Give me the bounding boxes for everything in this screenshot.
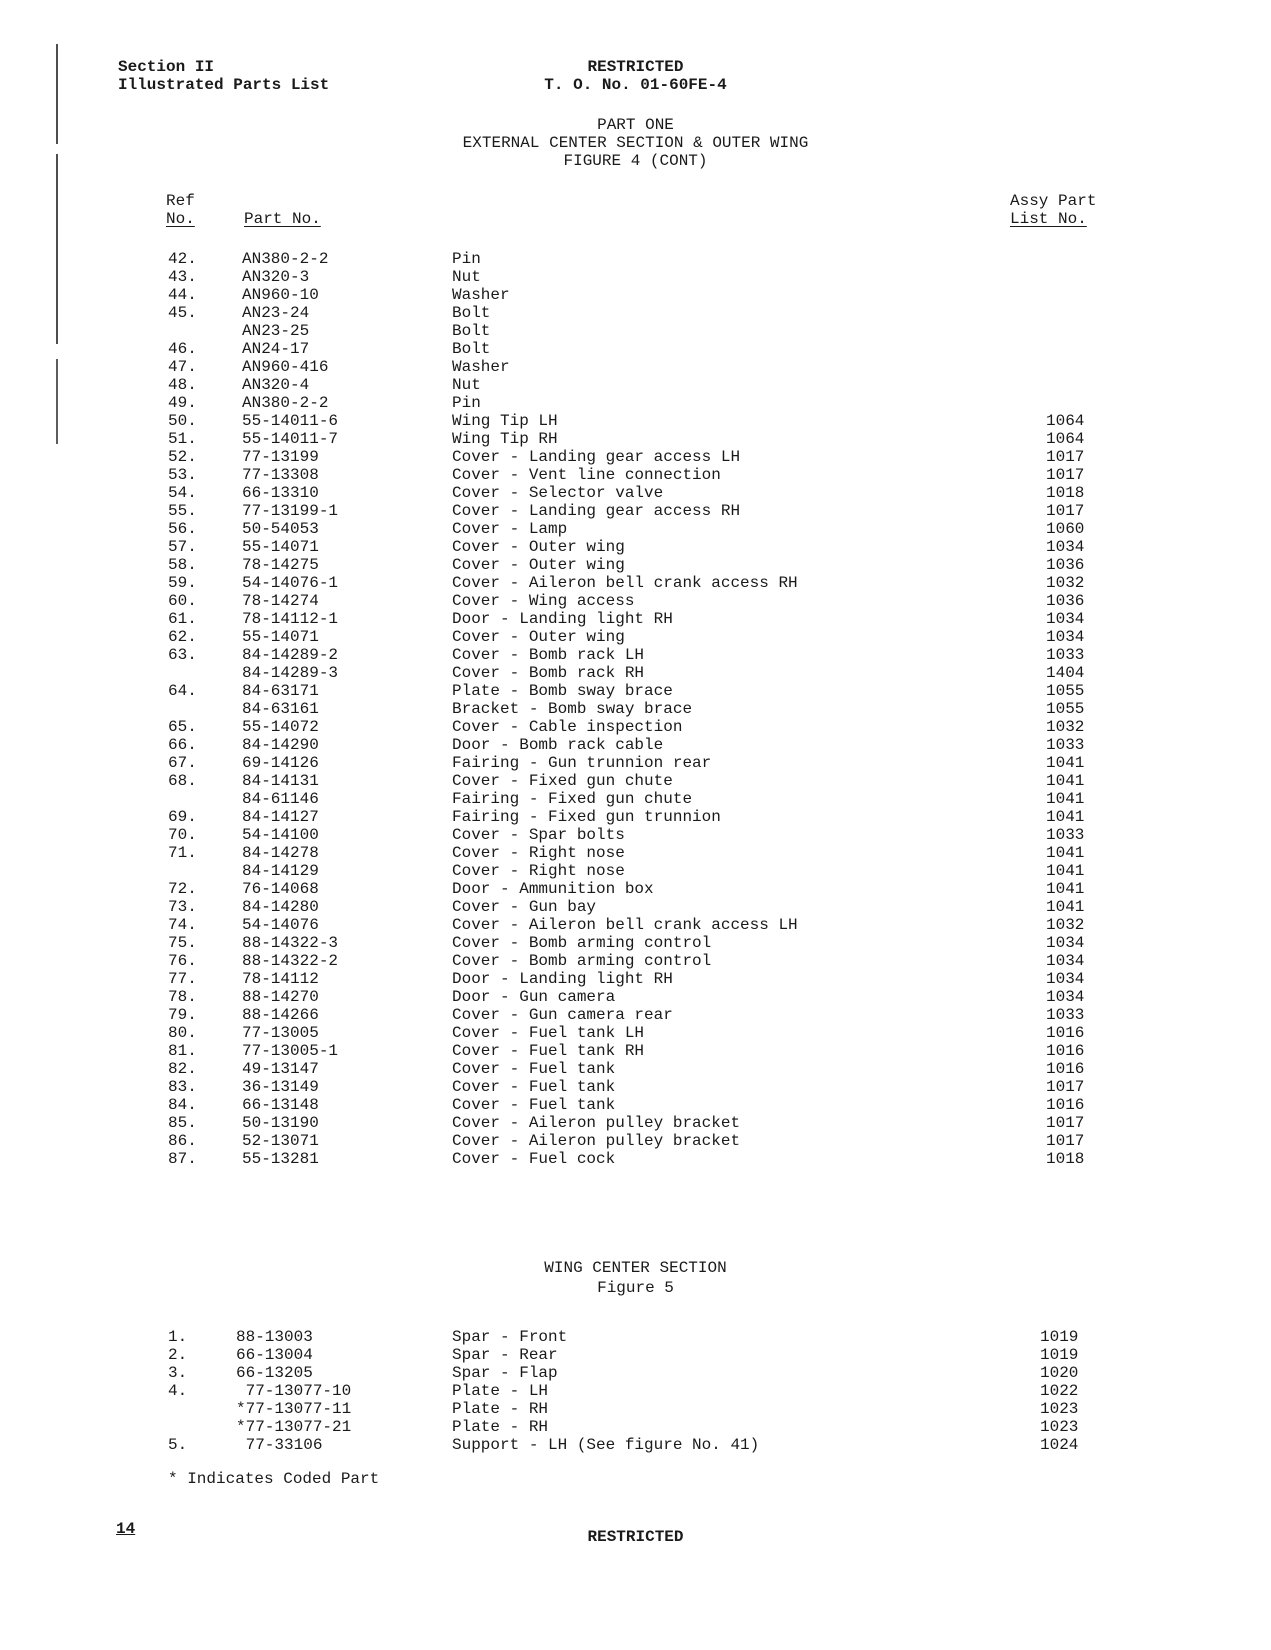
- table-row: [0, 1382, 1271, 1400]
- figure5-parts-table: [0, 1328, 1271, 1454]
- part-no: 77-13308: [242, 466, 319, 484]
- ref-no: 81.: [168, 1042, 197, 1060]
- part-no: 77-13005: [242, 1024, 319, 1042]
- part-no: 88-14322-2: [242, 952, 339, 970]
- description: Cover - Right nose: [452, 862, 625, 880]
- part-no: AN24-17: [242, 340, 310, 358]
- description: Cover - Bomb rack LH: [452, 646, 645, 664]
- description: Cover - Fuel tank RH: [452, 1042, 645, 1060]
- ref-no: 79.: [168, 1006, 197, 1024]
- part-no: 77-13005-1: [242, 1042, 339, 1060]
- classification-top: RESTRICTED: [587, 58, 684, 76]
- ref-header-line2: No.: [166, 210, 195, 228]
- part-no: 66-13004: [236, 1346, 313, 1364]
- assy-list-no: 1033: [1046, 826, 1085, 844]
- coded-part-note: * Indicates Coded Part: [168, 1470, 380, 1488]
- ref-no: 55.: [168, 502, 197, 520]
- part-no: 84-14289-3: [242, 664, 339, 682]
- table-row: [0, 754, 1271, 772]
- table-row: [0, 988, 1271, 1006]
- description: Cover - Fuel tank: [452, 1096, 616, 1114]
- table-row: [0, 952, 1271, 970]
- assy-list-no: 1017: [1046, 448, 1085, 466]
- assy-list-no: 1019: [1040, 1346, 1079, 1364]
- description: Cover - Fixed gun chute: [452, 772, 673, 790]
- ref-no: 48.: [168, 376, 197, 394]
- table-row: [0, 484, 1271, 502]
- description: Cover - Outer wing: [452, 538, 625, 556]
- part-no: 84-14290: [242, 736, 319, 754]
- description: Door - Landing light RH: [452, 610, 673, 628]
- table-row: [0, 826, 1271, 844]
- part-no: 84-14278: [242, 844, 319, 862]
- table-row: [0, 1436, 1271, 1454]
- description: Cover - Outer wing: [452, 628, 625, 646]
- assy-list-no: 1032: [1046, 718, 1085, 736]
- description: Cover - Right nose: [452, 844, 625, 862]
- ref-no: 70.: [168, 826, 197, 844]
- table-row: [0, 1114, 1271, 1132]
- description: Cover - Landing gear access LH: [452, 448, 741, 466]
- description: Cover - Cable inspection: [452, 718, 683, 736]
- ref-no: 78.: [168, 988, 197, 1006]
- part-no: 55-14011-7: [242, 430, 339, 448]
- section2-header: [0, 1258, 1271, 1298]
- description: Pin: [452, 394, 481, 412]
- description: Cover - Lamp: [452, 520, 568, 538]
- assy-list-no: 1055: [1046, 700, 1085, 718]
- ref-no: 3.: [168, 1364, 188, 1382]
- part-no: 78-14112: [242, 970, 319, 988]
- ref-no: 49.: [168, 394, 197, 412]
- assy-list-no: 1016: [1046, 1060, 1085, 1078]
- part-no: 52-13071: [242, 1132, 319, 1150]
- part-no: AN320-4: [242, 376, 310, 394]
- ref-no: 54.: [168, 484, 197, 502]
- assy-list-no: 1017: [1046, 1114, 1085, 1132]
- part-no: 78-14274: [242, 592, 319, 610]
- description: Plate - RH: [452, 1400, 549, 1418]
- table-row: [0, 430, 1271, 448]
- figure4-parts-table: [0, 250, 1271, 1168]
- table-row: [0, 1024, 1271, 1042]
- table-row: [0, 1132, 1271, 1150]
- table-row: [0, 862, 1271, 880]
- table-row: [0, 556, 1271, 574]
- description: Cover - Wing access: [452, 592, 635, 610]
- description: Wing Tip RH: [452, 430, 558, 448]
- ref-no: 2.: [168, 1346, 188, 1364]
- description: Fairing - Gun trunnion rear: [452, 754, 712, 772]
- description: Pin: [452, 250, 481, 268]
- assy-list-no: 1034: [1046, 538, 1085, 556]
- table-row: [0, 1078, 1271, 1096]
- part-no: 88-14322-3: [242, 934, 339, 952]
- part-no: 84-14127: [242, 808, 319, 826]
- description: Cover - Gun bay: [452, 898, 597, 916]
- table-row: [0, 898, 1271, 916]
- table-row: [0, 808, 1271, 826]
- assy-list-no: 1018: [1046, 484, 1085, 502]
- ref-no: 57.: [168, 538, 197, 556]
- assy-list-no: 1016: [1046, 1042, 1085, 1060]
- description: Cover - Fuel tank LH: [452, 1024, 645, 1042]
- section-label: Section II: [118, 58, 215, 76]
- assy-list-no: 1041: [1046, 880, 1085, 898]
- table-row: [0, 394, 1271, 412]
- assy-list-no: 1060: [1046, 520, 1085, 538]
- table-row: [0, 610, 1271, 628]
- description: Fairing - Fixed gun chute: [452, 790, 693, 808]
- ref-no: 82.: [168, 1060, 197, 1078]
- part-no: AN960-10: [242, 286, 319, 304]
- description: Door - Landing light RH: [452, 970, 673, 988]
- part-no: 84-14129: [242, 862, 319, 880]
- part-no: *77-13077-21: [236, 1418, 352, 1436]
- ref-no: 59.: [168, 574, 197, 592]
- ref-no: 50.: [168, 412, 197, 430]
- assy-list-no: 1016: [1046, 1024, 1085, 1042]
- part-no: 55-14072: [242, 718, 319, 736]
- part-no: 66-13205: [236, 1364, 313, 1382]
- classification-bottom: RESTRICTED: [587, 1528, 684, 1546]
- part-no: AN380-2-2: [242, 250, 329, 268]
- table-row: [0, 700, 1271, 718]
- part-no: 77-33106: [236, 1436, 323, 1454]
- part-no: 55-13281: [242, 1150, 319, 1168]
- part-no: 88-13003: [236, 1328, 313, 1346]
- assy-list-no: 1036: [1046, 592, 1085, 610]
- part-no: 78-14275: [242, 556, 319, 574]
- description: Cover - Vent line connection: [452, 466, 721, 484]
- table-row: [0, 934, 1271, 952]
- ref-no: 87.: [168, 1150, 197, 1168]
- part-no: AN23-25: [242, 322, 310, 340]
- part-no: 54-14100: [242, 826, 319, 844]
- ref-no: 68.: [168, 772, 197, 790]
- ref-no: 46.: [168, 340, 197, 358]
- ref-no: 42.: [168, 250, 197, 268]
- ref-no: 71.: [168, 844, 197, 862]
- ref-no: 53.: [168, 466, 197, 484]
- description: Cover - Fuel cock: [452, 1150, 616, 1168]
- ref-no: 58.: [168, 556, 197, 574]
- part-no: 54-14076-1: [242, 574, 339, 592]
- section2-title: WING CENTER SECTION: [544, 1259, 727, 1277]
- assy-list-no: 1041: [1046, 862, 1085, 880]
- assy-list-no: 1033: [1046, 1006, 1085, 1024]
- assy-list-no: 1404: [1046, 664, 1085, 682]
- table-row: [0, 880, 1271, 898]
- table-row: [0, 1418, 1271, 1436]
- assy-header-line2: List No.: [1010, 210, 1087, 228]
- assy-list-no: 1016: [1046, 1096, 1085, 1114]
- ref-no: 74.: [168, 916, 197, 934]
- table-row: [0, 844, 1271, 862]
- assy-list-no: 1017: [1046, 502, 1085, 520]
- ref-no: 5.: [168, 1436, 188, 1454]
- assy-list-no: 1064: [1046, 412, 1085, 430]
- description: Fairing - Fixed gun trunnion: [452, 808, 721, 826]
- tech-order-number: T. O. No. 01-60FE-4: [544, 76, 727, 94]
- assy-list-no: 1032: [1046, 916, 1085, 934]
- assy-list-no: 1034: [1046, 934, 1085, 952]
- assy-list-no: 1018: [1046, 1150, 1085, 1168]
- table-row: [0, 502, 1271, 520]
- table-row: [0, 340, 1271, 358]
- section2-figure: Figure 5: [597, 1279, 674, 1297]
- description: Bracket - Bomb sway brace: [452, 700, 693, 718]
- part-no: 55-14071: [242, 628, 319, 646]
- table-row: [0, 970, 1271, 988]
- figure-label: FIGURE 4 (CONT): [563, 152, 708, 170]
- page-number: 14: [116, 1520, 136, 1538]
- ref-no: 85.: [168, 1114, 197, 1132]
- ref-no: 72.: [168, 880, 197, 898]
- column-headers: [0, 192, 1271, 232]
- ref-no: 60.: [168, 592, 197, 610]
- ref-no: 65.: [168, 718, 197, 736]
- part-no: 77-13199: [242, 448, 319, 466]
- description: Cover - Fuel tank: [452, 1078, 616, 1096]
- page-title: EXTERNAL CENTER SECTION & OUTER WING: [462, 134, 809, 152]
- part-no: 84-61146: [242, 790, 319, 808]
- description: Cover - Bomb arming control: [452, 952, 712, 970]
- description: Spar - Flap: [452, 1364, 558, 1382]
- ref-no: 66.: [168, 736, 197, 754]
- ref-no: 45.: [168, 304, 197, 322]
- table-row: [0, 1060, 1271, 1078]
- ref-no: 73.: [168, 898, 197, 916]
- description: Cover - Aileron bell crank access LH: [452, 916, 798, 934]
- table-row: [0, 358, 1271, 376]
- ref-no: 4.: [168, 1382, 188, 1400]
- table-row: [0, 1346, 1271, 1364]
- ref-no: 44.: [168, 286, 197, 304]
- table-row: [0, 916, 1271, 934]
- part-no: AN380-2-2: [242, 394, 329, 412]
- table-row: [0, 250, 1271, 268]
- assy-list-no: 1041: [1046, 808, 1085, 826]
- description: Nut: [452, 376, 481, 394]
- table-row: [0, 268, 1271, 286]
- document-header: [0, 58, 1271, 170]
- part-no: 76-14068: [242, 880, 319, 898]
- ref-no: 69.: [168, 808, 197, 826]
- description: Spar - Front: [452, 1328, 568, 1346]
- description: Cover - Gun camera rear: [452, 1006, 673, 1024]
- table-row: [0, 664, 1271, 682]
- ref-no: 63.: [168, 646, 197, 664]
- assy-list-no: 1023: [1040, 1400, 1079, 1418]
- ref-no: 83.: [168, 1078, 197, 1096]
- description: Cover - Aileron bell crank access RH: [452, 574, 798, 592]
- ref-no: 43.: [168, 268, 197, 286]
- part-no: 84-63171: [242, 682, 319, 700]
- part-no: 66-13310: [242, 484, 319, 502]
- part-no: 36-13149: [242, 1078, 319, 1096]
- description: Door - Ammunition box: [452, 880, 654, 898]
- ref-no: 76.: [168, 952, 197, 970]
- table-row: [0, 772, 1271, 790]
- ref-no: 64.: [168, 682, 197, 700]
- part-no: 54-14076: [242, 916, 319, 934]
- part-no: 88-14266: [242, 1006, 319, 1024]
- table-row: [0, 646, 1271, 664]
- assy-list-no: 1041: [1046, 790, 1085, 808]
- description: Cover - Outer wing: [452, 556, 625, 574]
- assy-list-no: 1022: [1040, 1382, 1079, 1400]
- table-row: [0, 520, 1271, 538]
- assy-list-no: 1017: [1046, 1078, 1085, 1096]
- description: Cover - Spar bolts: [452, 826, 625, 844]
- assy-list-no: 1019: [1040, 1328, 1079, 1346]
- assy-list-no: 1033: [1046, 736, 1085, 754]
- table-row: [0, 718, 1271, 736]
- ref-no: 77.: [168, 970, 197, 988]
- table-row: [0, 1042, 1271, 1060]
- assy-list-no: 1041: [1046, 898, 1085, 916]
- part-no: AN23-24: [242, 304, 310, 322]
- part-no: 50-54053: [242, 520, 319, 538]
- table-row: [0, 286, 1271, 304]
- table-row: [0, 466, 1271, 484]
- table-row: [0, 628, 1271, 646]
- assy-list-no: 1017: [1046, 1132, 1085, 1150]
- description: Cover - Aileron pulley bracket: [452, 1132, 741, 1150]
- assy-list-no: 1036: [1046, 556, 1085, 574]
- ref-no: 47.: [168, 358, 197, 376]
- part-no: 84-63161: [242, 700, 319, 718]
- description: Bolt: [452, 304, 491, 322]
- description: Plate - Bomb sway brace: [452, 682, 673, 700]
- assy-list-no: 1020: [1040, 1364, 1079, 1382]
- description: Plate - RH: [452, 1418, 549, 1436]
- assy-list-no: 1041: [1046, 772, 1085, 790]
- assy-header-line1: Assy Part: [1010, 192, 1097, 210]
- assy-list-no: 1033: [1046, 646, 1085, 664]
- part-no: 84-14289-2: [242, 646, 339, 664]
- table-row: [0, 1400, 1271, 1418]
- table-row: [0, 592, 1271, 610]
- assy-list-no: 1034: [1046, 970, 1085, 988]
- part-label: PART ONE: [597, 116, 674, 134]
- assy-list-no: 1032: [1046, 574, 1085, 592]
- description: Cover - Aileron pulley bracket: [452, 1114, 741, 1132]
- ref-no: 84.: [168, 1096, 197, 1114]
- ref-header-line1: Ref: [166, 192, 195, 210]
- description: Bolt: [452, 322, 491, 340]
- part-no: 50-13190: [242, 1114, 319, 1132]
- ref-no: 52.: [168, 448, 197, 466]
- part-no: AN960-416: [242, 358, 329, 376]
- description: Plate - LH: [452, 1382, 549, 1400]
- description: Washer: [452, 358, 510, 376]
- table-row: [0, 574, 1271, 592]
- table-row: [0, 412, 1271, 430]
- table-row: [0, 322, 1271, 340]
- part-no: 84-14280: [242, 898, 319, 916]
- table-row: [0, 1328, 1271, 1346]
- part-no: 66-13148: [242, 1096, 319, 1114]
- table-row: [0, 736, 1271, 754]
- part-no: 84-14131: [242, 772, 319, 790]
- description: Door - Gun camera: [452, 988, 616, 1006]
- table-row: [0, 1364, 1271, 1382]
- assy-list-no: 1055: [1046, 682, 1085, 700]
- assy-list-no: 1034: [1046, 628, 1085, 646]
- description: Spar - Rear: [452, 1346, 558, 1364]
- table-row: [0, 1150, 1271, 1168]
- ref-no: 86.: [168, 1132, 197, 1150]
- assy-list-no: 1041: [1046, 754, 1085, 772]
- assy-list-no: 1024: [1040, 1436, 1079, 1454]
- part-no: 77-13077-10: [236, 1382, 352, 1400]
- description: Cover - Fuel tank: [452, 1060, 616, 1078]
- description: Cover - Bomb rack RH: [452, 664, 645, 682]
- part-no: 69-14126: [242, 754, 319, 772]
- part-no: 78-14112-1: [242, 610, 339, 628]
- description: Door - Bomb rack cable: [452, 736, 664, 754]
- part-no-header: Part No.: [244, 210, 321, 228]
- ref-no: 1.: [168, 1328, 188, 1346]
- list-title: Illustrated Parts List: [118, 76, 330, 94]
- description: Bolt: [452, 340, 491, 358]
- assy-list-no: 1041: [1046, 844, 1085, 862]
- part-no: 55-14071: [242, 538, 319, 556]
- assy-list-no: 1023: [1040, 1418, 1079, 1436]
- ref-no: 67.: [168, 754, 197, 772]
- ref-no: 61.: [168, 610, 197, 628]
- part-no: 49-13147: [242, 1060, 319, 1078]
- description: Cover - Selector valve: [452, 484, 664, 502]
- ref-no: 51.: [168, 430, 197, 448]
- table-row: [0, 304, 1271, 322]
- table-row: [0, 1006, 1271, 1024]
- table-row: [0, 1096, 1271, 1114]
- description: Wing Tip LH: [452, 412, 558, 430]
- part-no: *77-13077-11: [236, 1400, 352, 1418]
- table-row: [0, 682, 1271, 700]
- ref-no: 80.: [168, 1024, 197, 1042]
- part-no: 77-13199-1: [242, 502, 339, 520]
- assy-list-no: 1017: [1046, 466, 1085, 484]
- part-no: 55-14011-6: [242, 412, 339, 430]
- assy-list-no: 1064: [1046, 430, 1085, 448]
- table-row: [0, 376, 1271, 394]
- description: Cover - Bomb arming control: [452, 934, 712, 952]
- description: Support - LH (See figure No. 41): [452, 1436, 760, 1454]
- ref-no: 56.: [168, 520, 197, 538]
- ref-no: 75.: [168, 934, 197, 952]
- table-row: [0, 538, 1271, 556]
- assy-list-no: 1034: [1046, 952, 1085, 970]
- assy-list-no: 1034: [1046, 988, 1085, 1006]
- assy-list-no: 1034: [1046, 610, 1085, 628]
- description: Cover - Landing gear access RH: [452, 502, 741, 520]
- table-row: [0, 448, 1271, 466]
- ref-no: 62.: [168, 628, 197, 646]
- part-no: AN320-3: [242, 268, 310, 286]
- table-row: [0, 790, 1271, 808]
- description: Washer: [452, 286, 510, 304]
- description: Nut: [452, 268, 481, 286]
- part-no: 88-14270: [242, 988, 319, 1006]
